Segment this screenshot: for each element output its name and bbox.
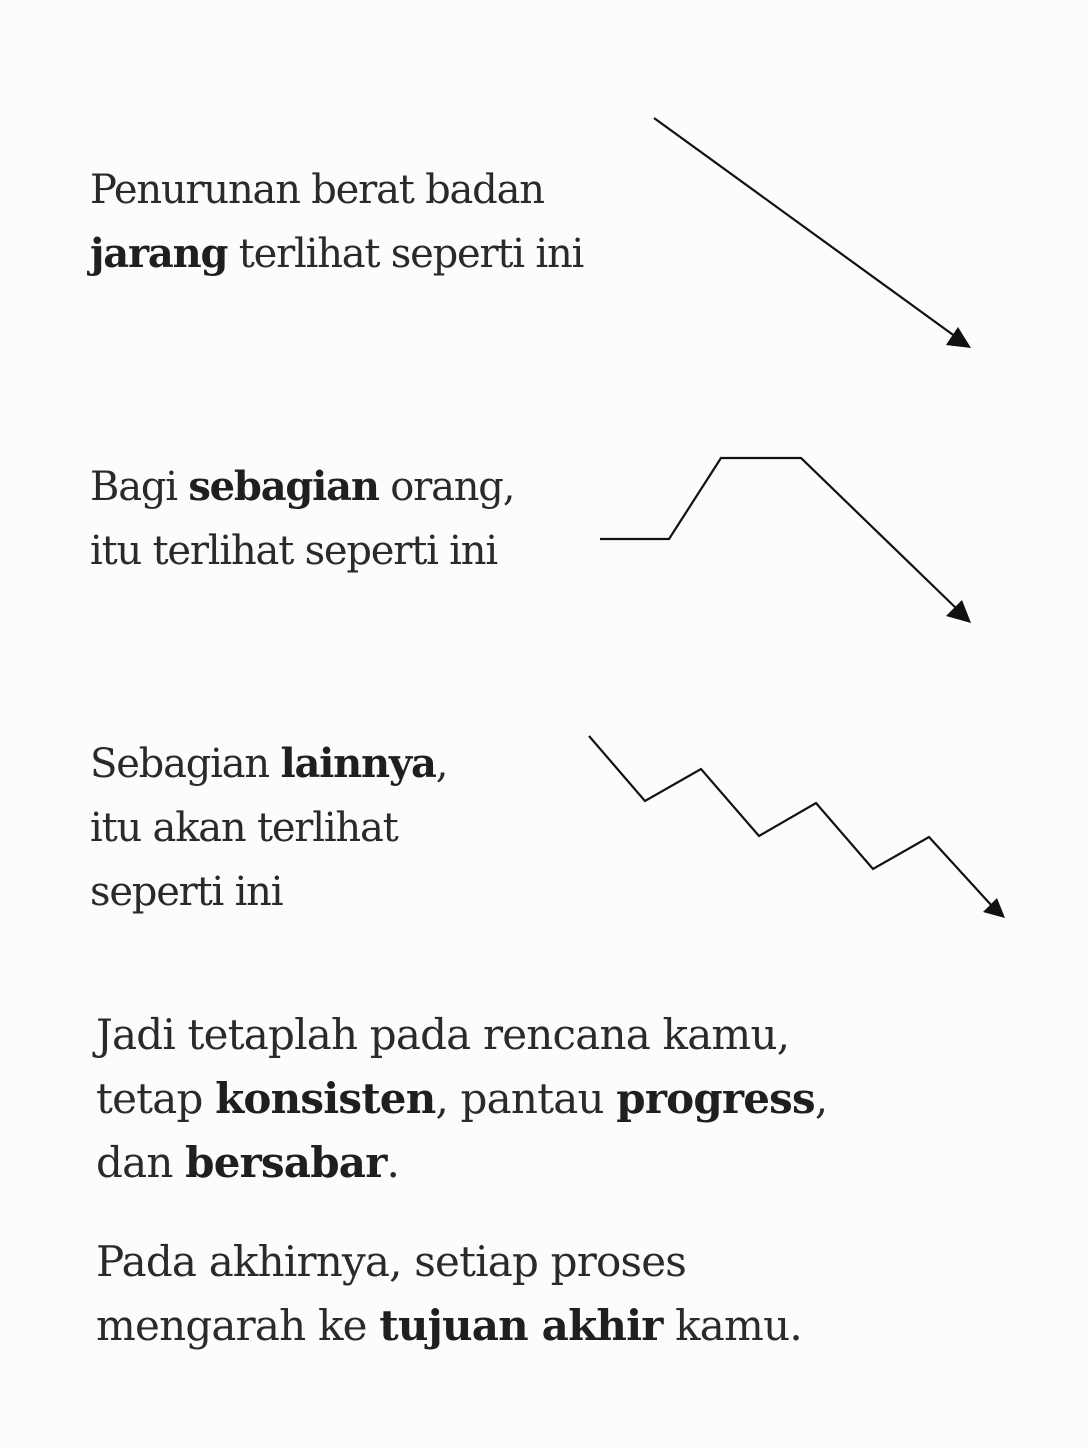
- section-1-line-2: [90, 222, 583, 286]
- closing-paragraph-2: [96, 1230, 802, 1358]
- section-1-line-1: [90, 158, 583, 222]
- text-segment: Sebagian: [90, 741, 281, 787]
- text-segment: tetap: [96, 1074, 216, 1123]
- section-2-line-2: [90, 519, 514, 583]
- section-3-line-3: [90, 860, 447, 924]
- text-segment: Pada akhirnya, setiap proses: [96, 1237, 687, 1286]
- text-segment: Jadi tetaplah pada rencana kamu,: [96, 1010, 790, 1059]
- emphasis-jarang: jarang: [90, 230, 228, 277]
- text-segment: terlihat seperti ini: [227, 231, 584, 277]
- section-2-line-1: [90, 455, 514, 519]
- zigzag-down-arrow-icon: [589, 736, 1005, 918]
- text-segment: seperti ini: [90, 869, 283, 915]
- section-2-text: [90, 455, 514, 583]
- text-segment: mengarah ke: [96, 1301, 380, 1350]
- emphasis-bersabar: bersabar: [185, 1138, 387, 1187]
- text-segment: kamu.: [662, 1301, 802, 1350]
- section-3-line-1: [90, 732, 447, 796]
- text-segment: orang,: [378, 464, 515, 510]
- emphasis-lainnya: lainnya: [280, 740, 436, 787]
- text-segment: dan: [96, 1138, 186, 1187]
- text-segment: ,: [435, 741, 448, 787]
- closing-2-line-2: [96, 1294, 802, 1358]
- section-3-text: [90, 732, 447, 924]
- straight-down-arrow-icon: [654, 118, 971, 348]
- emphasis-sebagian: sebagian: [188, 463, 379, 510]
- section-3-line-2: [90, 796, 447, 860]
- emphasis-progress: progress: [616, 1074, 815, 1123]
- closing-1-line-1: [96, 1003, 827, 1067]
- text-segment: .: [386, 1138, 400, 1187]
- closing-2-line-1: [96, 1230, 802, 1294]
- text-segment: Bagi: [90, 464, 189, 510]
- text-segment: , pantau: [435, 1074, 617, 1123]
- emphasis-tujuan-akhir: tujuan akhir: [379, 1301, 663, 1350]
- closing-1-line-3: [96, 1131, 827, 1195]
- text-segment: Penurunan berat badan: [90, 167, 544, 213]
- plateau-down-arrow-icon: [600, 458, 971, 623]
- closing-1-line-2: [96, 1067, 827, 1131]
- closing-paragraph-1: [96, 1003, 827, 1195]
- text-segment: itu akan terlihat: [90, 805, 398, 851]
- text-segment: itu terlihat seperti ini: [90, 528, 497, 574]
- emphasis-konsisten: konsisten: [215, 1074, 436, 1123]
- section-1-text: [90, 158, 583, 286]
- text-segment: ,: [814, 1074, 828, 1123]
